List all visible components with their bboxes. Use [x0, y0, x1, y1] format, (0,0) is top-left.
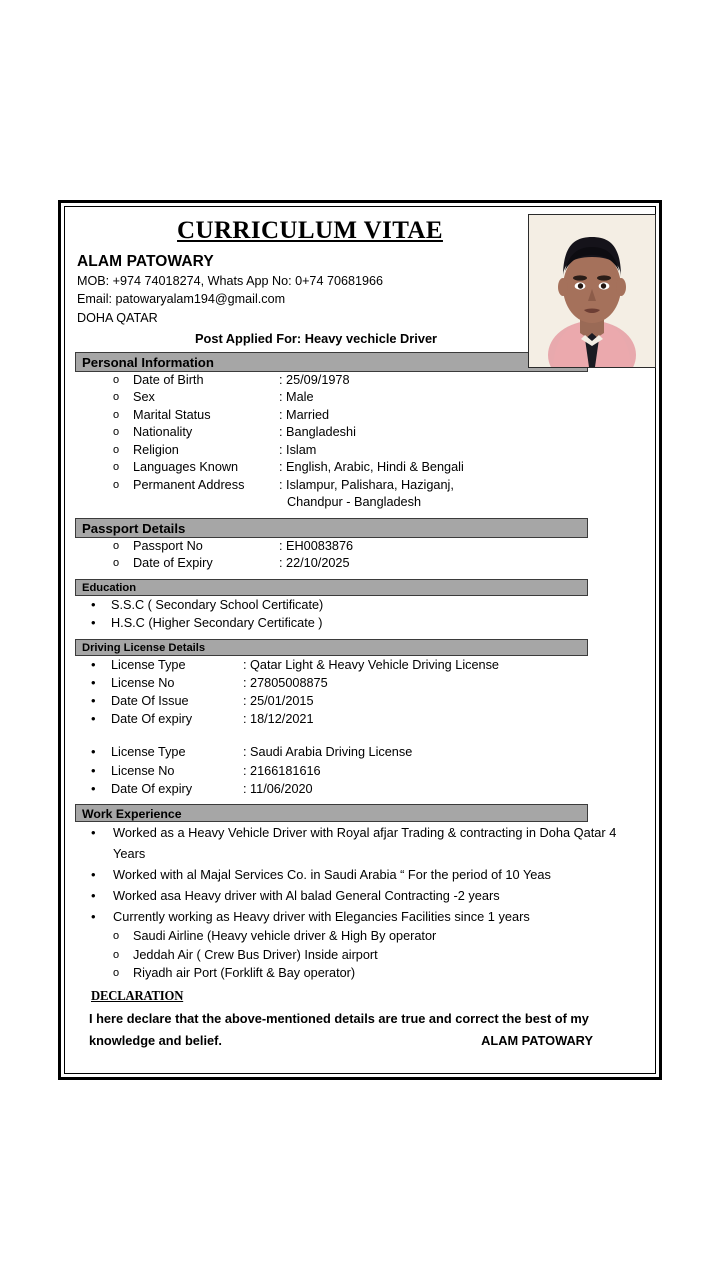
field-label: Date of Expiry: [133, 556, 213, 571]
list-marker-icon: o: [113, 557, 120, 570]
list-item: [75, 477, 645, 495]
sub-bullet-icon: o: [113, 948, 120, 961]
list-item: [75, 424, 645, 442]
field-label: Date of Birth: [133, 372, 204, 387]
section-header-personal-information: Personal Information: [75, 352, 588, 372]
applicant-name: ALAM PATOWARY: [77, 252, 214, 270]
work-sub-item-text: Riyadh air Port (Forklift & Bay operator): [133, 966, 356, 980]
field-value: : 25/09/1978: [279, 372, 350, 387]
list-item: [75, 762, 645, 780]
list-spacer: [75, 728, 645, 743]
list-marker-icon: o: [113, 443, 120, 456]
list-marker-icon: o: [113, 426, 120, 439]
list-item: [75, 596, 645, 615]
list-item: [75, 885, 645, 906]
declaration-heading: DECLARATION: [91, 987, 184, 1003]
list-item: [75, 389, 645, 407]
bullet-icon: •: [91, 615, 96, 631]
field-value: : Islampur, Palishara, Haziganj,: [279, 477, 454, 492]
list-item: [75, 614, 645, 633]
list-marker-icon: o: [113, 539, 120, 552]
field-value: : Saudi Arabia Driving License: [243, 745, 413, 760]
photo-illustration: [529, 215, 655, 367]
bullet-icon: •: [91, 692, 96, 708]
work-item-text: Worked with al Majal Services Co. in Saudi Arabia “ For the period of 10 Yeas: [113, 867, 551, 882]
field-label: Nationality: [133, 425, 193, 440]
field-value: : 25/01/2015: [243, 693, 314, 708]
list-item: [75, 710, 645, 728]
declaration-body: I here declare that the above-mentioned details are true and correct the best of my: [89, 1010, 589, 1026]
sub-bullet-icon: o: [113, 930, 120, 942]
list-item: [75, 946, 645, 965]
list-item: [75, 927, 645, 946]
email-line: Email: patowaryalam194@gmail.com: [77, 292, 286, 307]
list-item: [75, 372, 645, 390]
work-item-text: Worked as a Heavy Vehicle Driver with Royal afjar Trading & contracting in Doha Qatar 4 Years: [113, 825, 617, 861]
list-marker-icon: o: [113, 408, 120, 421]
section-header-driving-license: Driving License Details: [75, 639, 588, 656]
bullet-icon: •: [91, 780, 96, 796]
field-value: : EH0083876: [279, 538, 354, 553]
field-value: : 2166181616: [243, 763, 321, 778]
list-item: [75, 780, 645, 798]
list-item: [75, 555, 645, 573]
address-continuation: Chandpur - Bangladesh: [287, 495, 422, 510]
list-item: [75, 656, 645, 674]
field-value: : 18/12/2021: [243, 712, 314, 727]
field-label: Sex: [133, 390, 155, 405]
location-line: DOHA QATAR: [77, 310, 158, 325]
list-item: [75, 407, 645, 425]
field-label: Religion: [133, 442, 179, 457]
bullet-icon: •: [91, 711, 96, 727]
list-item: [75, 906, 645, 927]
field-value: : English, Arabic, Hindi & Bengali: [279, 460, 464, 475]
list-marker-icon: o: [113, 391, 120, 404]
field-value: : Male: [279, 390, 314, 405]
declaration-body-line2: knowledge and belief.: [89, 1032, 222, 1048]
field-label: Date Of expiry: [111, 781, 193, 796]
field-value: : Qatar Light & Heavy Vehicle Driving License: [243, 657, 499, 672]
field-label: License Type: [111, 657, 186, 672]
field-value: : Islam: [279, 442, 317, 457]
list-item: [75, 459, 645, 477]
list-item: [75, 743, 645, 761]
education-list: [75, 596, 645, 633]
field-label: License No: [111, 675, 175, 690]
bullet-icon: •: [91, 656, 96, 672]
education-item-text: S.S.C ( Secondary School Certificate): [111, 597, 324, 612]
declaration-signature-line: [89, 1030, 593, 1052]
bullet-icon: •: [91, 909, 96, 924]
list-item: [75, 964, 645, 983]
education-item-text: H.S.C (Higher Secondary Certificate ): [111, 616, 323, 631]
list-marker-icon: o: [113, 478, 120, 491]
field-value: : 11/06/2020: [243, 781, 313, 796]
cv-page: [58, 200, 662, 1080]
bullet-icon: •: [91, 596, 96, 612]
list-item: [75, 674, 645, 692]
field-label: Date Of expiry: [111, 712, 193, 727]
cv-content: [65, 207, 655, 1073]
field-value: : 27805008875: [243, 675, 328, 690]
work-item-text: Worked asa Heavy driver with Al balad General Contracting -2 years: [113, 888, 500, 903]
field-value: : Bangladeshi: [279, 425, 356, 440]
bullet-icon: •: [91, 762, 96, 778]
list-item: [75, 864, 645, 885]
list-marker-icon: o: [113, 461, 120, 474]
personal-information-list: [75, 372, 645, 495]
list-item: [75, 538, 645, 556]
work-experience-list: [75, 822, 645, 983]
work-sub-item-text: Jeddah Air ( Crew Bus Driver) Inside airport: [133, 947, 378, 962]
bullet-icon: •: [91, 825, 96, 840]
field-label: Languages Known: [133, 460, 239, 475]
cv-page-inner-border: [64, 206, 656, 1074]
passport-details-list: [75, 538, 645, 573]
work-item-text: Currently working as Heavy driver with Elegancies Facilities since 1 years: [113, 909, 530, 924]
signature-name: ALAM PATOWARY: [481, 1032, 593, 1048]
mobile-line: MOB: +974 74018274, Whats App No: 0+74 70681966: [77, 273, 383, 288]
driving-license-list: [75, 656, 645, 798]
section-header-passport-details: Passport Details: [75, 518, 588, 538]
field-label: Date Of Issue: [111, 693, 189, 708]
post-applied-line: Post Applied For: Heavy vechicle Driver: [195, 330, 438, 346]
bullet-icon: •: [91, 867, 96, 882]
list-item: [75, 442, 645, 460]
list-item: [75, 692, 645, 710]
bullet-icon: •: [91, 744, 96, 760]
bullet-icon: •: [91, 674, 96, 690]
field-value: : 22/10/2025: [279, 556, 350, 571]
work-sub-item-text: Saudi Airline (Heavy vehicle driver & High By operator: [133, 929, 437, 943]
list-item: [75, 822, 645, 864]
page-title: CURRICULUM VITAE: [177, 217, 443, 244]
field-value: : Married: [279, 407, 330, 422]
field-label: Passport No: [133, 538, 203, 553]
applicant-photo: [528, 214, 656, 368]
field-label: Marital Status: [133, 407, 211, 422]
list-marker-icon: o: [113, 373, 120, 386]
sub-bullet-icon: o: [113, 967, 120, 979]
section-header-work-experience: Work Experience: [75, 804, 588, 822]
field-label: Permanent Address: [133, 477, 245, 492]
field-label: License No: [111, 763, 175, 778]
bullet-icon: •: [91, 888, 96, 903]
section-header-education: Education: [75, 579, 588, 596]
field-label: License Type: [111, 745, 186, 760]
